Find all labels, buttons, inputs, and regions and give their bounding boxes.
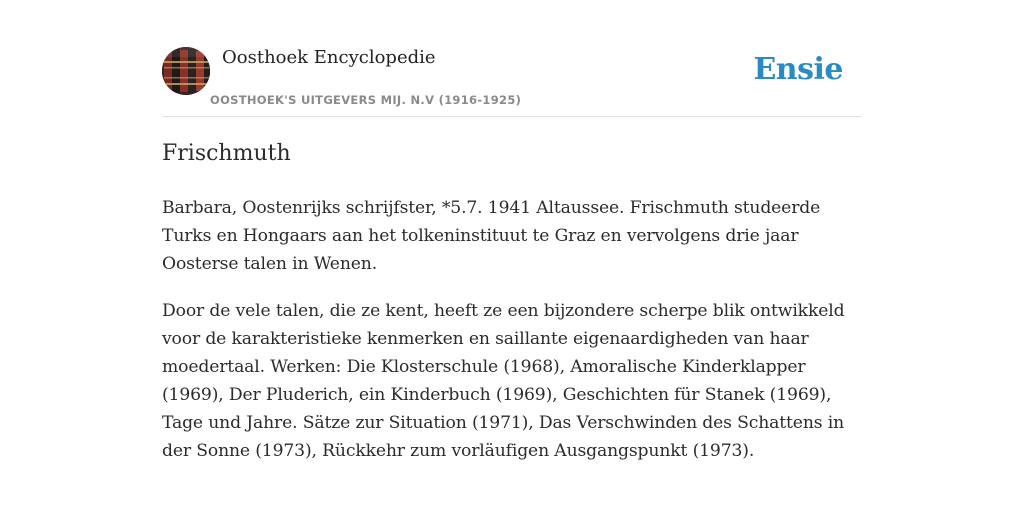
article [162,138,862,484]
article-paragraph: Door de vele talen, die ze kent, heeft ze een bijzondere scherpe blik ontwikkeld voor de karakteristieke kenmerken en saillante eigenaardigheden van haar moedertaal. Werken: Die Klosterschule (1968), Amoralische Kinderklapper (1969), Der Pluderich, ein Kinderbuch (1969), Geschichten für Stanek (1969), Tage und Jahre. Sätze zur Situation (1971), Das Verschwinden des Schattens in der Sonne (1973), Rückkehr zum vorläufigen Ausgangspunkt (1973). [162,301,845,461]
publication-title[interactable]: Oosthoek Encyclopedie [222,47,436,68]
publication-header [162,46,862,117]
article-paragraph: Barbara, Oostenrijks schrijfster, *5.7. 1941 Altaussee. Frischmuth studeerde Turks en Hongaars aan het tolkeninstituut te Graz en vervolgens drie jaar Oosterse talen in Wenen. [162,198,821,274]
book-spines-icon[interactable] [162,47,210,95]
article-title: Frischmuth [162,141,291,166]
publication-subtitle: OOSTHOEK'S UITGEVERS MIJ. N.V (1916-1925) [210,93,522,107]
ensie-logo-link[interactable]: Ensie [753,52,843,87]
